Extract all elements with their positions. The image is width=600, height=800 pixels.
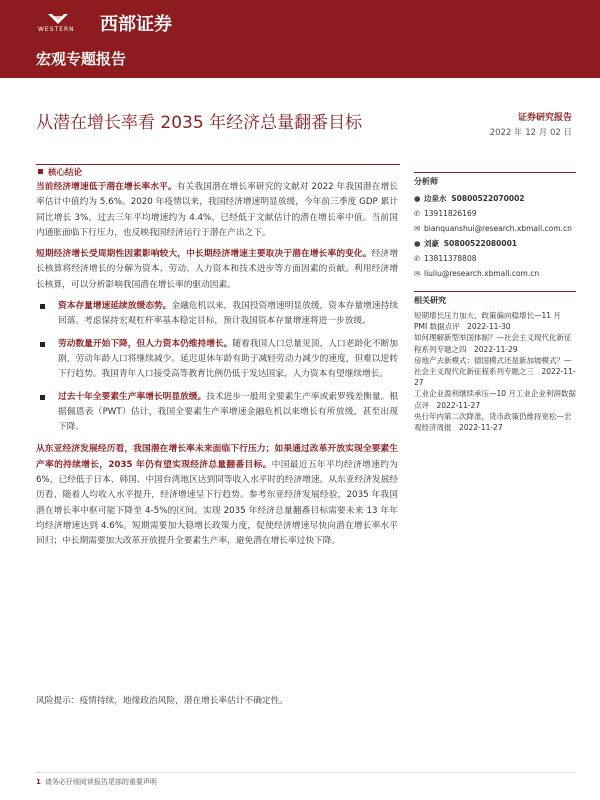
report-header xyxy=(0,0,600,78)
analyst-1-email[interactable] xyxy=(414,221,576,236)
analyst-1-phone-value: 13911826169 xyxy=(424,209,477,218)
analyst-1-email-link[interactable]: bianquanshui@research.xbmall.com.cn xyxy=(424,224,572,233)
report-title: 从潜在增长率看 2035 年经济总量翻番目标 xyxy=(36,113,363,133)
bullet-square-icon xyxy=(40,342,45,347)
related-item[interactable]: 央行年内第二次降准，货币政策仍维持宽松—宏观经济周报 2022-11-27 xyxy=(414,411,572,433)
risk-warning: 风险提示：疫情持续，地缘政治风险，潜在增长率估计不确定性。 xyxy=(36,696,288,706)
analyst-1-name: 边泉水 xyxy=(424,194,447,203)
related-item[interactable]: 如何理解新型举国体制？—社会主义现代化新征程系列专题之四 2022-11-29 xyxy=(414,333,572,354)
bullet-square-icon xyxy=(40,304,45,309)
bullet-capital xyxy=(36,299,398,330)
related-item[interactable]: 短期增长压力加大，政策偏向稳增长—11 月 PMI 数据点评 2022-11-30 xyxy=(414,311,561,332)
related-item[interactable]: 工业企业盈利继续承压—10 月工业企业利润数据点评 2022-11-27 xyxy=(414,389,576,410)
brand-name: 西部证券 xyxy=(100,14,172,35)
sidebar xyxy=(414,172,576,433)
paragraph-1-lead: 当前经济增速低于潜在增长率水平。 xyxy=(36,182,177,192)
analyst-1-id: S0800522070002 xyxy=(451,194,525,203)
logo-text: WESTERN xyxy=(38,26,75,33)
section-header xyxy=(36,164,400,179)
analyst-1 xyxy=(414,191,576,206)
person-icon: ● xyxy=(414,239,421,248)
analyst-2-phone-value: 13811378808 xyxy=(424,254,477,263)
page-number: 1 xyxy=(36,778,41,786)
section-label: 核心结论 xyxy=(48,168,83,178)
bullet-3-lead: 过去十年全要素生产率增长明显放缓。 xyxy=(58,391,207,402)
section-bullet-icon xyxy=(38,169,43,174)
main-body xyxy=(36,180,398,556)
paragraph-1-text: 有关我国潜在增长率研究的文献对 2022 年我国潜在增长率估计中值约为 5.6%。2020 年疫情以来，我国经济增速明显放缓，今年前三季度 GDP 累计同比增长 3%，过去三年平均增速约为 4.4%，已经低于文献估计的潜在增长率中值。当前国内通胀面临下行压力，也反映我国经济运行于潜在产出之下。 xyxy=(36,182,399,238)
report-category: 宏观专题报告 xyxy=(36,50,127,68)
paragraph-3-lead: 从东亚经济发展经历看，我国潜在增长率未来面临下行压力；如果通过改革开放实现全要素生产率的持续增长，2035 年仍有望实现经济总量翻番目标。 xyxy=(36,444,398,470)
bullet-1-text: 金融危机以来，我国投资增速明显放缓，资本存量增速持续回落。考虑保持宏观杠杆率基本稳定目标，预计我国资本存量增速将进一步放缓。 xyxy=(58,301,398,327)
analyst-2-email-link[interactable]: liuliu@research.xbmall.com.cn xyxy=(424,269,540,278)
paragraph-3 xyxy=(36,442,398,549)
person-icon: ● xyxy=(414,194,421,203)
paragraph-1 xyxy=(36,180,398,241)
bullet-labor xyxy=(36,337,398,383)
paragraph-2 xyxy=(36,247,398,293)
analyst-header: 分析师 xyxy=(414,172,576,187)
analyst-2 xyxy=(414,236,576,251)
footer-disclaimer: 请务必仔细阅读报告尾部的重要声明 xyxy=(44,778,157,786)
mail-icon: ✉ xyxy=(414,269,421,278)
paragraph-2-lead: 短期经济增长受周期性因素影响较大，中长期经济增速主要取决于潜在增长率的变化。 xyxy=(36,249,372,260)
phone-icon: ✆ xyxy=(414,209,421,218)
bullet-tfp xyxy=(36,390,398,436)
related-research xyxy=(414,291,576,433)
bullet-3-text: 技术进步一般用全要素生产率或索罗残差衡量。根据佩恩表（PWT）估计，我国全要素生产率增速金融危机以来增长有所放缓，甚至出现下降。 xyxy=(58,391,398,433)
analyst-2-email[interactable] xyxy=(414,266,576,281)
paragraph-3-text: 中国最近五年平均经济增速约为 6%，已经低于日本、韩国、中国台湾地区达到同等收入水平时的经济增速。从东亚经济发展经历看，随着人均收入水平提升，经济增速呈下行趋势。参考东亚经济发展经验，2035 年我国潜在增长率中枢可能下降至 4-5%的区间。实现 2035 年经济总量翻番目标需要未来 13 年年均经济增速达到 4.6%。短期需要加大稳增长政策力度，促使经济增速尽快向潜在增长率水平回归；中长期需要加大改革开放提升全要素生产率，避免潜在增长率过快下降。 xyxy=(36,459,398,547)
analyst-2-id: S0800522080001 xyxy=(443,239,518,248)
related-item[interactable]: 房地产去新模式：德国模式还是新加坡模式？—社会主义现代化新征程系列专题之三 2022-11-27 xyxy=(414,355,576,388)
bullet-2-text: 随着我国人口总量见顶，人口老龄化不断加剧，劳动年龄人口将继续减少。延迟退休年龄有助于减轻劳动力减少的速度，但难以逆转下行趋势。我国青年人口接受高等教育比例仍低于发达国家，人力资本有望继续增长。 xyxy=(58,338,398,380)
paragraph-2-text: 经济增长核算将经济增长的分解为资本、劳动、人力资本和技术进步等方面因素的贡献。利用经济增长核算，可以分析影响我国潜在增长率的驱动因素。 xyxy=(36,249,399,290)
analyst-2-name: 刘豪 xyxy=(424,239,439,248)
bullet-square-icon xyxy=(40,395,45,400)
phone-icon: ✆ xyxy=(414,254,421,263)
bullet-2-lead: 劳动数量开始下降，但人力资本仍维持增长。 xyxy=(58,338,233,349)
analyst-1-phone xyxy=(414,206,576,221)
report-date: 2022 年 12 月 02 日 xyxy=(489,128,572,138)
bullet-1-lead: 资本存量增速延续放缓态势。 xyxy=(58,301,172,312)
analyst-2-phone xyxy=(414,251,576,266)
mail-icon: ✉ xyxy=(414,224,421,233)
related-header: 相关研究 xyxy=(414,291,576,306)
page-footer xyxy=(36,772,576,787)
report-type: 证券研究报告 xyxy=(517,113,572,123)
